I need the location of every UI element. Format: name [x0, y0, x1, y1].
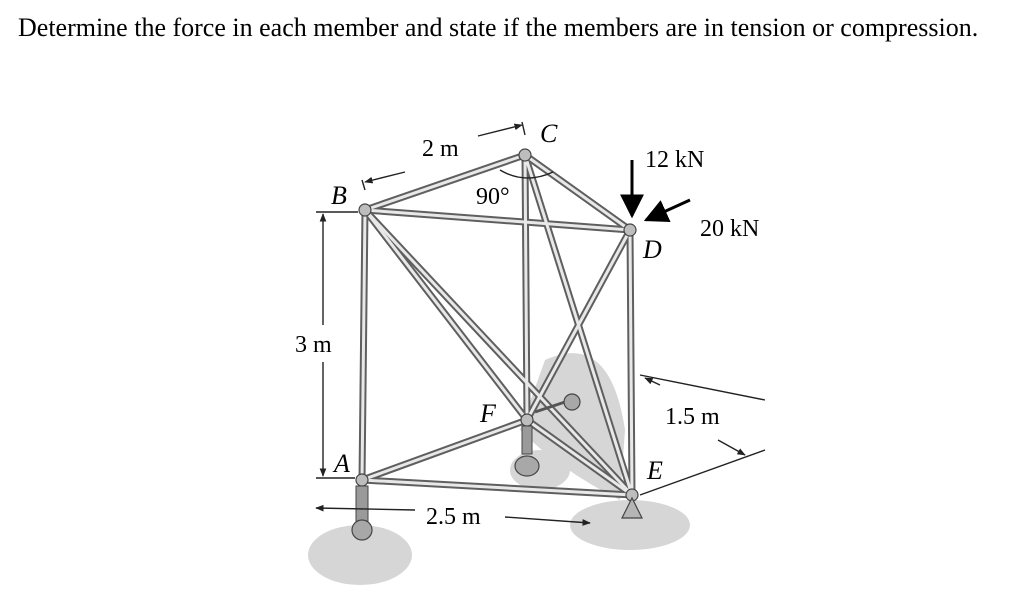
label-point-e: E	[647, 456, 663, 485]
label-top-width: 2 m	[422, 136, 459, 162]
label-point-f: F	[480, 399, 496, 428]
label-depth: 1.5 m	[665, 404, 720, 430]
label-point-c: C	[540, 119, 558, 148]
support-a	[352, 486, 372, 540]
label-point-a: A	[334, 449, 350, 478]
label-point-d: D	[643, 235, 662, 264]
label-12kn: 12 kN	[645, 147, 705, 173]
label-angle-90: 90°	[476, 184, 510, 210]
label-20kn: 20 kN	[700, 216, 760, 242]
problem-statement: Determine the force in each member and state if the members are in tension or compression.	[18, 13, 979, 42]
label-point-b: B	[331, 181, 347, 210]
load-20kn-arrow	[646, 200, 690, 220]
label-height: 3 m	[295, 332, 332, 358]
label-base-width: 2.5 m	[426, 504, 481, 530]
